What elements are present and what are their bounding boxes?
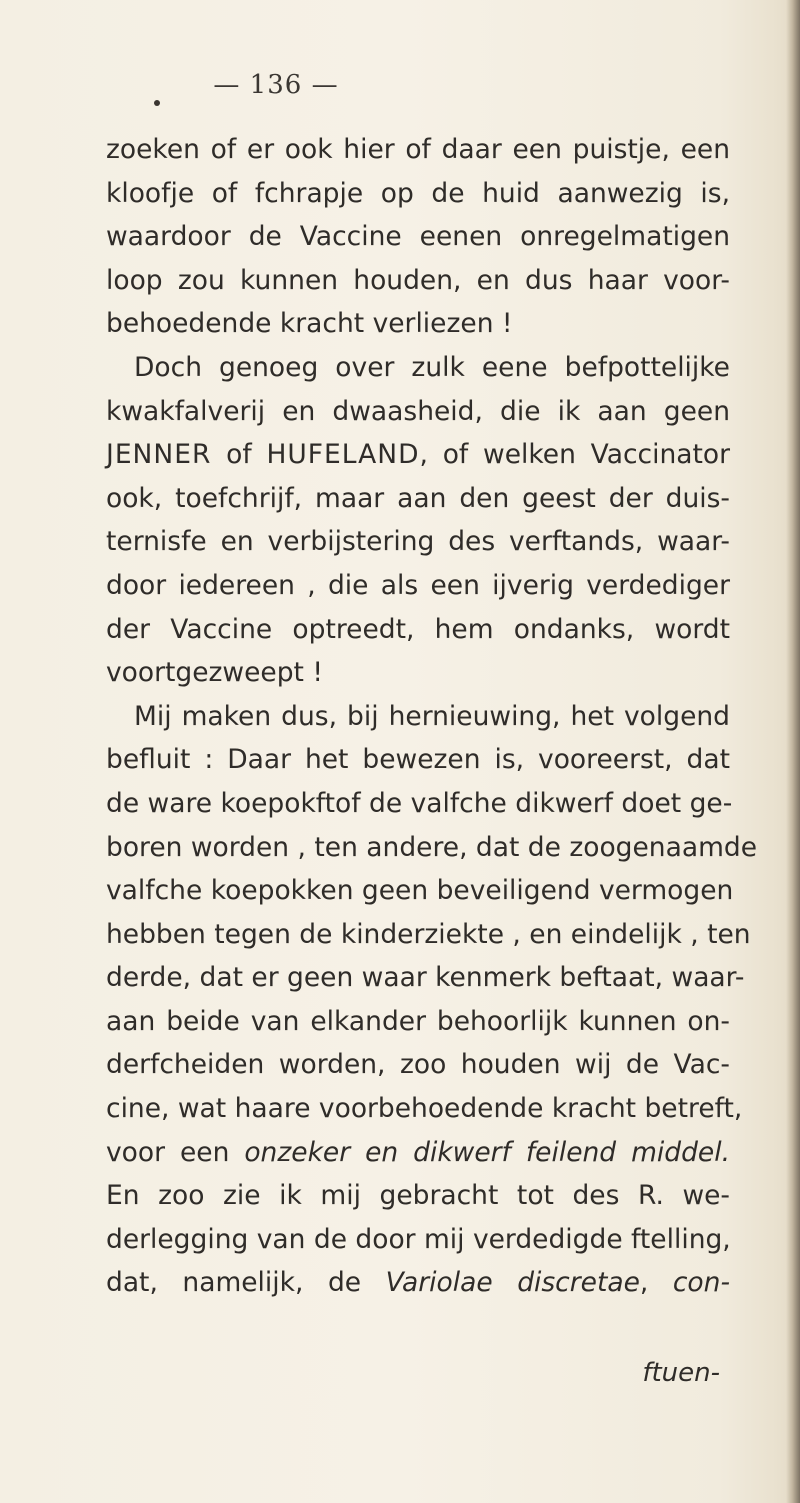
text-line: Mij maken dus, bij hernieuwing, het volgend <box>134 700 730 732</box>
text-line: ook, toefchrijf, maar aan den geest der duis- <box>106 482 730 514</box>
text-line: waardoor de Vaccine eenen onregelmatigen <box>106 221 730 253</box>
text-line <box>106 1261 730 1305</box>
name-jenner: JENNER <box>106 439 212 471</box>
text-line: boren worden , ten andere, dat de zoogenaamde <box>106 831 758 863</box>
text-line: hebben tegen de kinderziekte , en eindelijk , ten <box>106 918 751 950</box>
text-line: ternisfe en verbijstering des verftands, waar- <box>106 526 730 558</box>
text-fragment: voor een <box>106 1136 245 1168</box>
text-line: der Vaccine optreedt, hem ondanks, wordt <box>106 613 730 645</box>
text-line: behoedende kracht verliezen ! <box>106 308 513 340</box>
italic-phrase: onzeker en dikwerf feilend middel. <box>244 1136 730 1168</box>
text-line: derfcheiden worden, zoo houden wij de Vac- <box>106 1049 730 1081</box>
italic-phrase: Variolae discretae <box>385 1267 640 1299</box>
text-line: kloofje of fchrapje op de huid aanwezig is, <box>106 177 730 209</box>
text-line: zoeken of er ook hier of daar een puistje, een <box>106 134 730 165</box>
text-line <box>106 1131 730 1175</box>
italic-phrase: con- <box>672 1267 730 1299</box>
text-line: derde, dat er geen waar kenmerk beftaat, waar- <box>106 962 745 994</box>
text-fragment: , <box>639 1267 673 1299</box>
text-line: kwakfalverij en dwaasheid, die ik aan geen <box>106 395 730 427</box>
text-line: derlegging van de door mij verdedigde ftelling, <box>106 1223 731 1255</box>
text-line: door iedereen , die als een ijverig verdediger <box>106 569 730 601</box>
body-text <box>106 128 758 1305</box>
catchword: ftuen- <box>642 1358 720 1388</box>
text-fragment: of <box>211 439 267 471</box>
text-line: valfche koepokken geen beveiligend vermogen <box>106 875 734 907</box>
text-line <box>106 433 730 477</box>
text-line: Doch genoeg over zulk eene befpottelijke <box>134 351 730 383</box>
text-line: de ware koepokftof de valfche dikwerf doet ge- <box>106 787 733 819</box>
text-line: loop zou kunnen houden, en dus haar voor- <box>106 264 730 296</box>
text-line: cine, wat haare voorbehoedende kracht betreft, <box>106 1093 743 1125</box>
page-number-header: — 136 — <box>213 70 339 100</box>
text-fragment: , of welken Vaccinator <box>419 439 730 471</box>
name-hufeland: HUFELAND <box>266 439 420 471</box>
ink-dot <box>154 100 160 106</box>
text-fragment: dat, namelijk, de <box>106 1267 386 1299</box>
text-line: befluit : Daar het bewezen is, vooreerst, dat <box>106 744 730 776</box>
page-edge-shadow <box>786 0 800 1503</box>
text-line: En zoo zie ik mij gebracht tot des R. we- <box>106 1180 730 1212</box>
text-line: aan beide van elkander behoorlijk kunnen on- <box>106 1005 730 1037</box>
text-line: voortgezweept ! <box>106 657 323 689</box>
